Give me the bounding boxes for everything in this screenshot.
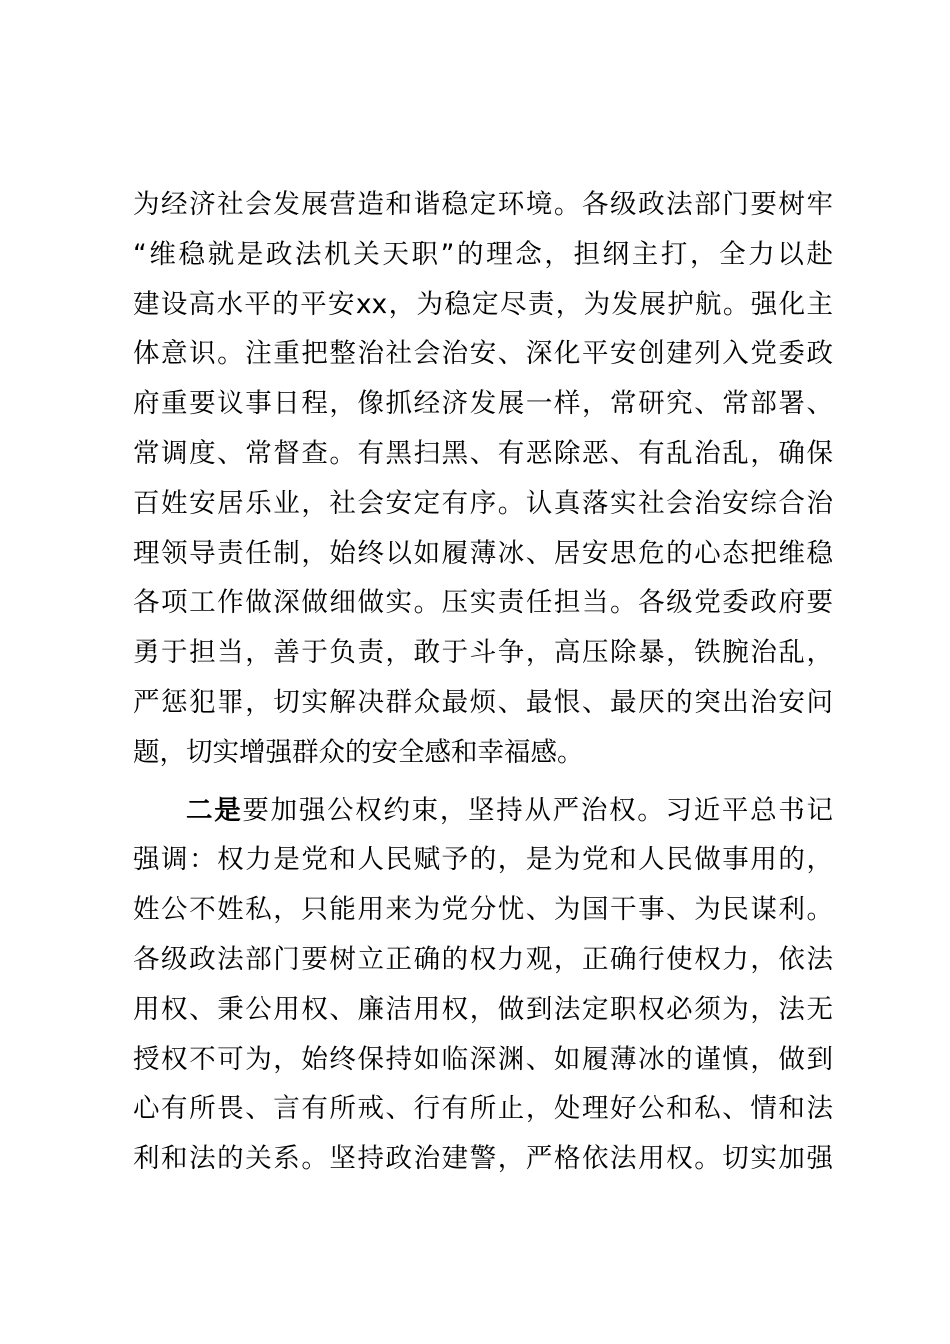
- text-line: 建设高水平的平安xx，为稳定尽责，为发展护航。强化主: [133, 288, 833, 320]
- body-text: [133, 180, 833, 1184]
- paragraph-2: [133, 786, 833, 1184]
- paragraph-lead: 二是: [186, 794, 243, 826]
- text-line-first: [133, 786, 833, 836]
- text-line: 各项工作做深做细做实。压实责任担当。各级党委政府要: [133, 587, 833, 619]
- text-line: 用权、秉公用权、廉洁用权，做到法定职权必须为，法无: [133, 993, 833, 1025]
- text-line: 严惩犯罪，切实解决群众最烦、最恨、最厌的突出治安问: [133, 686, 833, 718]
- text-line: 勇于担当，善于负责，敢于斗争，高压除暴，铁腕治乱，: [133, 637, 833, 669]
- paragraph-spacer: [133, 778, 833, 786]
- paragraph-1: [133, 180, 833, 778]
- text-line: 授权不可为，始终保持如临深渊、如履薄冰的谨慎，做到: [133, 1043, 833, 1075]
- text-line: 常调度、常督查。有黑扫黑、有恶除恶、有乱治乱，确保: [133, 437, 833, 469]
- text-line: 强调：权力是党和人民赋予的，是为党和人民做事用的，: [133, 844, 833, 876]
- text-line: 利和法的关系。坚持政治建警，严格依法用权。切实加强: [133, 1143, 833, 1175]
- text-line: 为经济社会发展营造和谐稳定环境。各级政法部门要树牢: [133, 189, 833, 220]
- text-line: 心有所畏、言有所戒、行有所止，处理好公和私、情和法: [133, 1093, 833, 1125]
- text-line: 各级政法部门要树立正确的权力观，正确行使权力，依法: [133, 943, 833, 975]
- text-line: 体意识。注重把整治社会治安、深化平安创建列入党委政: [133, 338, 833, 370]
- text-line: 题，切实增强群众的安全感和幸福感。: [133, 736, 584, 768]
- paragraph-first-line: 要加强公权约束，坚持从严治权。习近平总书记: [242, 794, 833, 826]
- text-line: 百姓安居乐业，社会安定有序。认真落实社会治安综合治: [133, 487, 833, 519]
- text-line: 理领导责任制，始终以如履薄冰、居安思危的心态把维稳: [133, 537, 833, 569]
- text-line: 姓公不姓私，只能用来为党分忧、为国干事、为民谋利。: [133, 894, 833, 926]
- text-line: 府重要议事日程，像抓经济发展一样，常研究、常部署、: [133, 388, 833, 420]
- text-line: “维稳就是政法机关天职”的理念，担纲主打，全力以赴: [133, 238, 833, 270]
